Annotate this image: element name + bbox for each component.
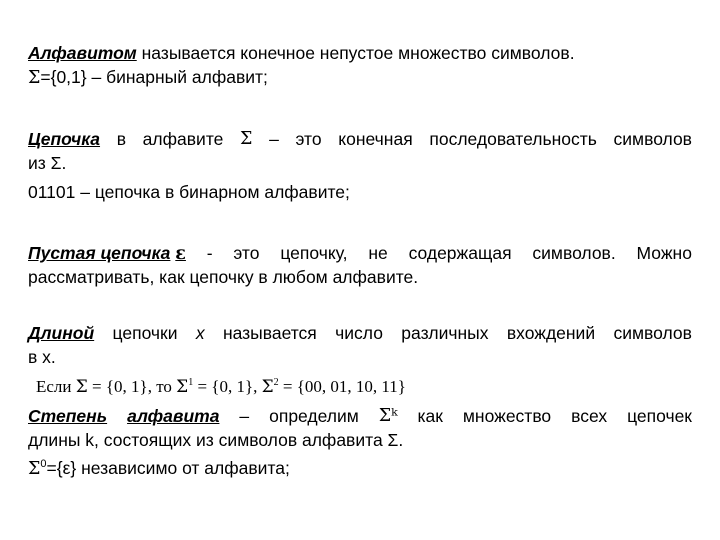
empty-chain-term-group (28, 242, 186, 265)
word: называется (222, 323, 317, 343)
word: цепочку, (280, 243, 348, 263)
formula-if: Если (36, 377, 72, 396)
word: - (206, 243, 213, 263)
word: символов (613, 323, 692, 343)
chain-example: 01101 – цепочка в бинарном алфавите; (28, 182, 350, 202)
word: Можно (636, 243, 692, 263)
word: символов. (532, 243, 616, 263)
word: цепочек (627, 406, 692, 426)
epsilon-symbol: ε (175, 244, 186, 264)
chain-definition-line1 (28, 128, 692, 150)
sigma-symbol: Σ (28, 459, 41, 479)
empty-chain-definition-line1 (28, 242, 692, 265)
term-chain: Цепочка (28, 129, 101, 149)
word: содержащая (408, 243, 512, 263)
term-empty-chain: Пустая цепочка (28, 243, 171, 263)
word: – (269, 129, 279, 149)
length-definition-line1 (28, 322, 692, 344)
word: в (116, 129, 126, 149)
word: вхождений (506, 323, 596, 343)
term-power: Степень (28, 406, 108, 426)
word: алфавите (142, 129, 224, 149)
alphabet-definition (28, 42, 692, 64)
word: определим (269, 406, 359, 426)
word: множество (462, 406, 552, 426)
word: это (233, 243, 260, 263)
word: всех (571, 406, 608, 426)
sigma-symbol: Σ (28, 68, 41, 88)
term-length: Длиной (28, 323, 95, 343)
term-alphabet: Алфавитом (28, 43, 137, 63)
word: число (335, 323, 383, 343)
power-zero-text: ={ε} независимо от алфавита; (46, 458, 290, 478)
power-definition-line1 (28, 405, 692, 427)
sigma-symbol: Σ (240, 129, 253, 149)
length-definition-line2: в x. (28, 347, 56, 367)
superscript-2: 2 (273, 377, 279, 388)
alphabet-definition-text: называется конечное непустое множество символов. (136, 43, 575, 63)
alphabet-example-text: ={0,1} – бинарный алфавит; (40, 67, 268, 87)
power-definition-line3 (28, 453, 692, 480)
sigma-symbol: Σ (261, 377, 274, 397)
word: – (239, 406, 250, 426)
word: последовательность (429, 129, 597, 149)
empty-chain-definition-line2: рассматривать, как цепочку в любом алфавите. (28, 267, 419, 287)
variable-x: x (195, 323, 205, 343)
superscript-1: 1 (188, 377, 194, 388)
word: цепочки (112, 323, 178, 343)
word: не (368, 243, 388, 263)
power-definition-line2: длины k, состоящих из символов алфавита Σ. (28, 430, 404, 450)
superscript-0: 0 (40, 458, 47, 470)
word: конечная (338, 129, 413, 149)
word: различных (401, 323, 489, 343)
formula-set-k2: = {00, 01, 10, 11} (278, 377, 406, 396)
word: это (295, 129, 322, 149)
sigma-symbol: Σ (75, 377, 88, 397)
word: как (417, 406, 443, 426)
alphabet-example (28, 66, 692, 89)
term-alphabet-word: алфавита (127, 406, 220, 426)
formula-set-k1: = {0, 1}, (193, 377, 262, 396)
formula-set01: = {0, 1}, то (87, 377, 177, 396)
sigma-symbol: Σ (176, 377, 189, 397)
sigma-k-symbol: Σᵏ (378, 406, 398, 426)
chain-definition-line2: из Σ. (28, 153, 67, 173)
power-example-formula (36, 372, 406, 398)
word: символов (613, 129, 692, 149)
